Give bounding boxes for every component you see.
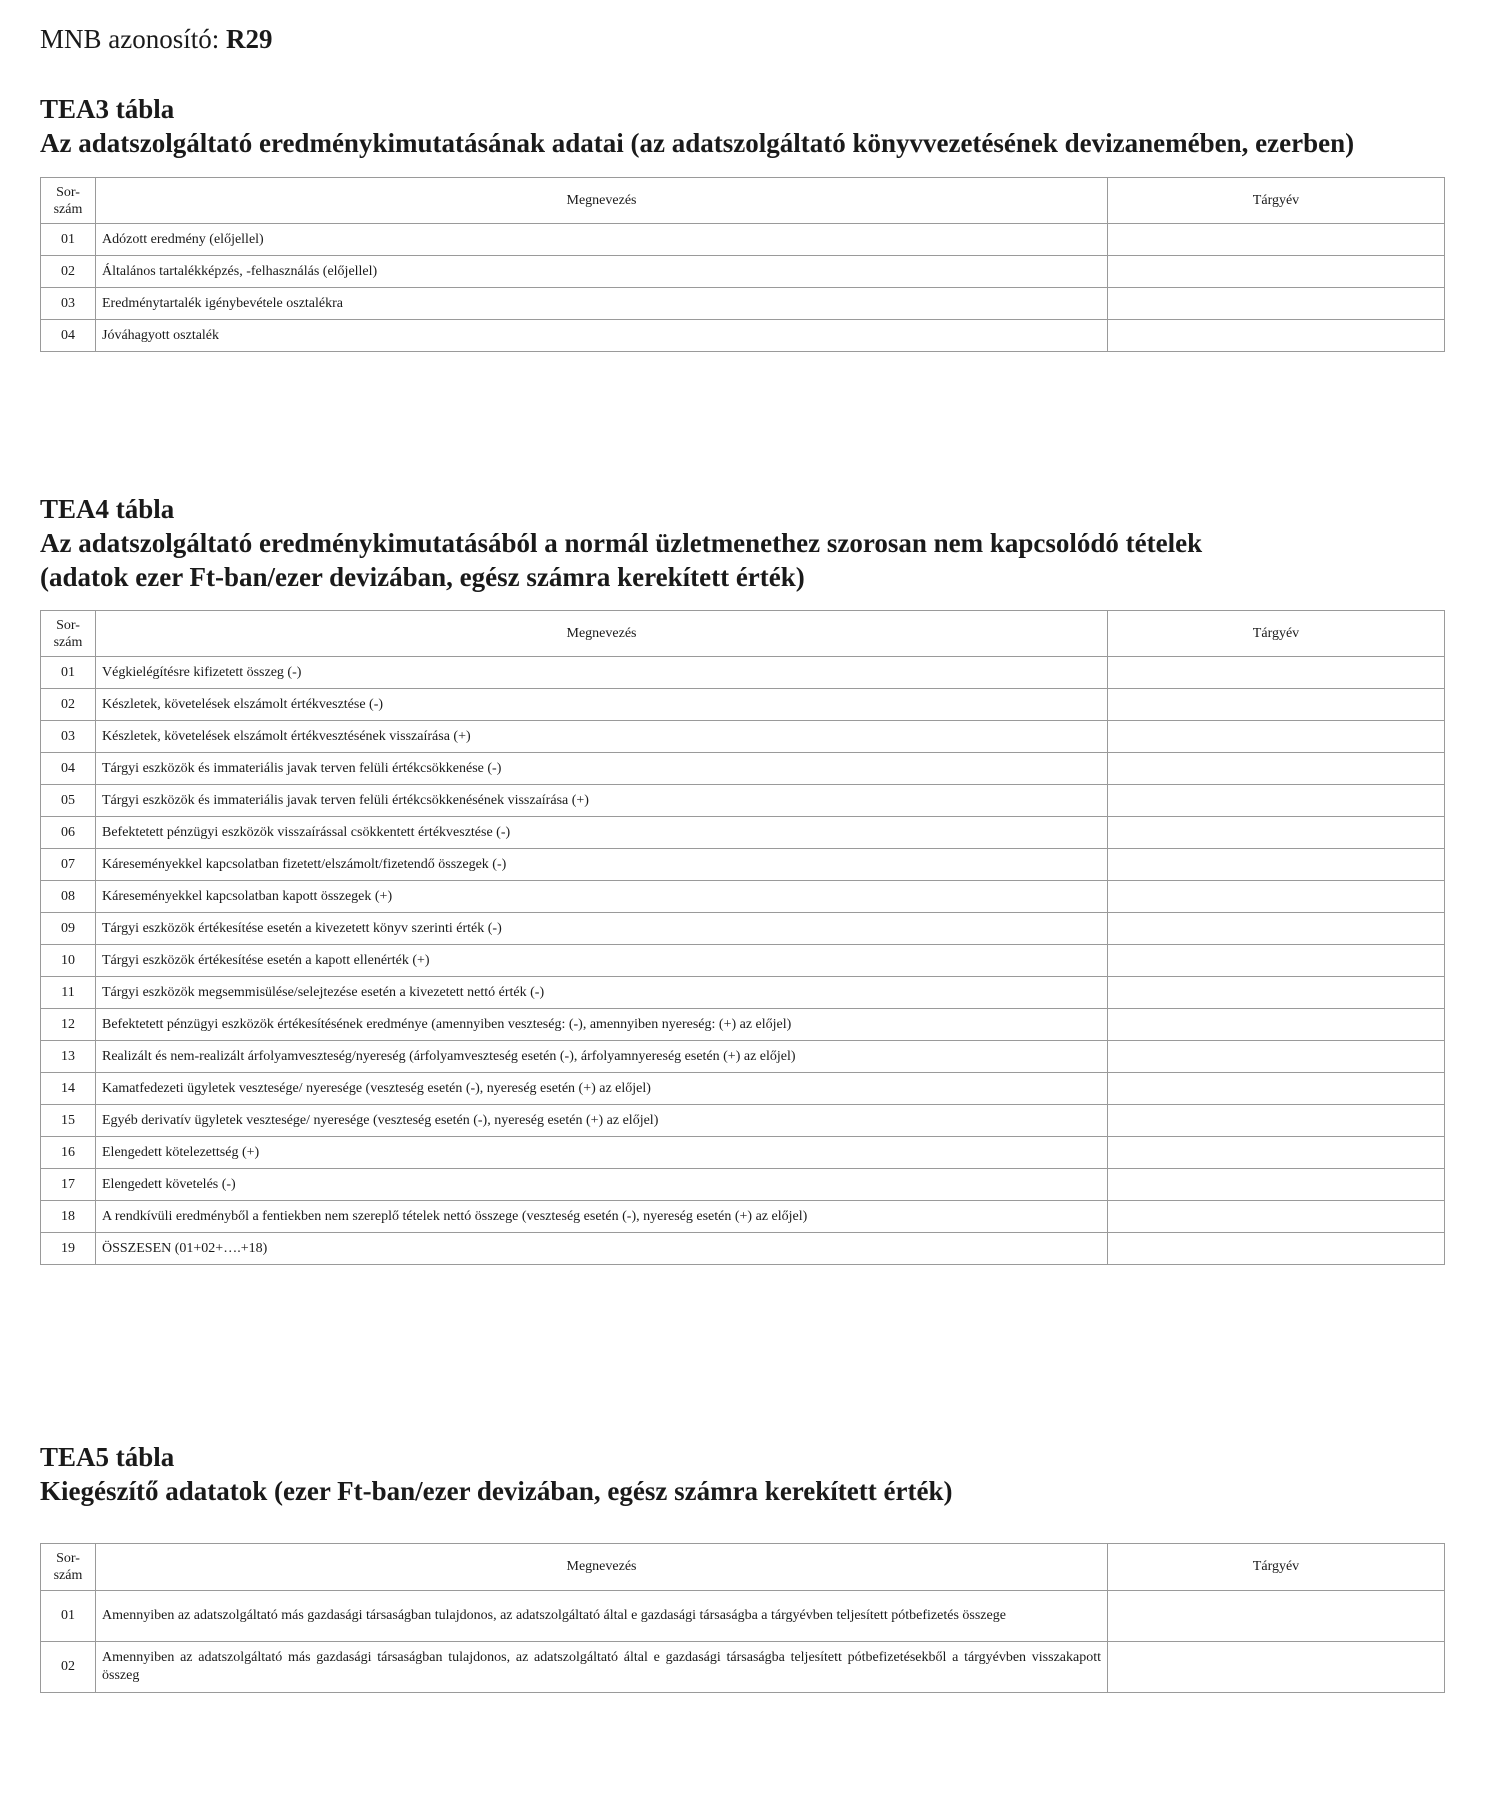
column-header-value: Tárgyév [1108,178,1445,224]
table-header-row [41,1544,1445,1591]
value-input-cell[interactable] [1108,721,1445,753]
tea4-body [41,657,1445,1265]
tea3-subtitle: Az adatszolgáltató eredménykimutatásának adatai (az adatszolgáltató könyvvezetésének devizanemében, ezerben) [40,128,1355,158]
table-row [41,1105,1445,1137]
value-input-cell[interactable] [1108,849,1445,881]
value-input-cell[interactable] [1108,288,1445,320]
tea5-body [41,1591,1445,1693]
tea4-subtitle-line2: (adatok ezer Ft-ban/ezer devizában, egész számra kerekített érték) [40,562,805,592]
row-description: Tárgyi eszközök és immateriális javak terven felüli értékcsökkenése (-) [96,753,1108,785]
table-row [41,657,1445,689]
value-input-cell[interactable] [1108,945,1445,977]
value-input-cell[interactable] [1108,1105,1445,1137]
tea5-table [40,1543,1445,1693]
row-description: Végkielégítésre kifizetett összeg (-) [96,657,1108,689]
tea4-table [40,610,1445,1265]
row-number: 14 [41,1073,96,1105]
value-input-cell[interactable] [1108,817,1445,849]
table-row [41,1591,1445,1642]
value-input-cell[interactable] [1108,320,1445,352]
mnb-identifier [40,24,273,55]
value-input-cell[interactable] [1108,1591,1445,1642]
row-number: 13 [41,1041,96,1073]
row-description: Tárgyi eszközök megsemmisülése/selejtezése esetén a kivezetett nettó érték (-) [96,977,1108,1009]
value-input-cell[interactable] [1108,977,1445,1009]
value-input-cell[interactable] [1108,1233,1445,1265]
row-description: Elengedett kötelezettség (+) [96,1137,1108,1169]
tea3-body [41,224,1445,352]
row-number: 19 [41,1233,96,1265]
row-number: 08 [41,881,96,913]
column-header-name: Megnevezés [96,611,1108,657]
value-input-cell[interactable] [1108,1201,1445,1233]
row-number: 09 [41,913,96,945]
row-description: Amennyiben az adatszolgáltató más gazdasági társaságban tulajdonos, az adatszolgáltató által e gazdasági társaságba teljesített pótbefizetésekből a tárgyévben visszakapott összeg [96,1642,1108,1693]
table-row [41,224,1445,256]
tea5-heading [40,1440,1445,1508]
row-description: Elengedett követelés (-) [96,1169,1108,1201]
row-number: 06 [41,817,96,849]
row-number: 01 [41,657,96,689]
row-description: Kamatfedezeti ügyletek vesztesége/ nyeresége (veszteség esetén (-), nyereség esetén (+) az előjel) [96,1073,1108,1105]
column-header-name: Megnevezés [96,1544,1108,1591]
mnb-code: R29 [226,24,273,54]
row-description: ÖSSZESEN (01+02+….+18) [96,1233,1108,1265]
tea5-title: TEA5 tábla [40,1442,175,1472]
table-row [41,817,1445,849]
column-header-name: Megnevezés [96,178,1108,224]
table-row [41,1642,1445,1693]
column-header-num: Sor- szám [41,611,96,657]
row-number: 12 [41,1009,96,1041]
row-description: Káreseményekkel kapcsolatban kapott összegek (+) [96,881,1108,913]
row-number: 17 [41,1169,96,1201]
table-row [41,1009,1445,1041]
row-description: A rendkívüli eredményből a fentiekben nem szereplő tételek nettó összege (veszteség esetén (-), nyereség esetén (+) az előjel) [96,1201,1108,1233]
tea5-subtitle: Kiegészítő adatatok (ezer Ft-ban/ezer devizában, egész számra kerekített érték) [40,1476,953,1506]
column-header-num: Sor- szám [41,178,96,224]
column-header-num: Sor- szám [41,1544,96,1591]
table-row [41,320,1445,352]
mnb-label: MNB azonosító: [40,24,226,54]
row-description: Egyéb derivatív ügyletek vesztesége/ nyeresége (veszteség esetén (-), nyereség esetén (+) az előjel) [96,1105,1108,1137]
table-row [41,1041,1445,1073]
row-number: 10 [41,945,96,977]
row-number: 04 [41,320,96,352]
row-description: Jóváhagyott osztalék [96,320,1108,352]
row-description: Készletek, követelések elszámolt értékvesztése (-) [96,689,1108,721]
table-row [41,1201,1445,1233]
value-input-cell[interactable] [1108,689,1445,721]
value-input-cell[interactable] [1108,881,1445,913]
value-input-cell[interactable] [1108,1009,1445,1041]
tea4-subtitle-line1: Az adatszolgáltató eredménykimutatásából a normál üzletmenethez szorosan nem kapcsolódó tételek [40,528,1203,558]
row-description: Eredménytartalék igénybevétele osztalékra [96,288,1108,320]
row-description: Készletek, követelések elszámolt értékvesztésének visszaírása (+) [96,721,1108,753]
tea3-table [40,177,1445,352]
tea4-title: TEA4 tábla [40,494,175,524]
table-row [41,785,1445,817]
row-description: Tárgyi eszközök értékesítése esetén a kapott ellenérték (+) [96,945,1108,977]
row-number: 16 [41,1137,96,1169]
value-input-cell[interactable] [1108,1169,1445,1201]
row-number: 07 [41,849,96,881]
row-description: Káreseményekkel kapcsolatban fizetett/elszámolt/fizetendő összegek (-) [96,849,1108,881]
row-description: Befektetett pénzügyi eszközök visszaírással csökkentett értékvesztése (-) [96,817,1108,849]
value-input-cell[interactable] [1108,1137,1445,1169]
row-number: 15 [41,1105,96,1137]
column-header-value: Tárgyév [1108,1544,1445,1591]
table-row [41,1233,1445,1265]
row-number: 05 [41,785,96,817]
value-input-cell[interactable] [1108,224,1445,256]
table-header-row [41,178,1445,224]
row-number: 03 [41,288,96,320]
value-input-cell[interactable] [1108,785,1445,817]
row-description: Tárgyi eszközök értékesítése esetén a kivezetett könyv szerinti érték (-) [96,913,1108,945]
table-row [41,288,1445,320]
row-number: 18 [41,1201,96,1233]
row-number: 02 [41,256,96,288]
row-description: Realizált és nem-realizált árfolyamveszteség/nyereség (árfolyamveszteség esetén (-), árfolyamnyereség esetén (+) az előjel) [96,1041,1108,1073]
row-description: Befektetett pénzügyi eszközök értékesítésének eredménye (amennyiben veszteség: (-), amennyiben nyereség: (+) az előjel) [96,1009,1108,1041]
tea3-heading [40,92,1445,160]
row-description: Amennyiben az adatszolgáltató más gazdasági társaságban tulajdonos, az adatszolgáltató által e gazdasági társaságba a tárgyévben teljesített pótbefizetés összege [96,1591,1108,1642]
table-row [41,1137,1445,1169]
row-number: 01 [41,1591,96,1642]
table-row [41,881,1445,913]
table-row [41,1169,1445,1201]
row-number: 03 [41,721,96,753]
row-description: Tárgyi eszközök és immateriális javak terven felüli értékcsökkenésének visszaírása (+) [96,785,1108,817]
table-row [41,1073,1445,1105]
value-input-cell[interactable] [1108,753,1445,785]
table-row [41,256,1445,288]
value-input-cell[interactable] [1108,1642,1445,1693]
table-row [41,721,1445,753]
value-input-cell[interactable] [1108,1041,1445,1073]
row-number: 04 [41,753,96,785]
tea3-title: TEA3 tábla [40,94,175,124]
table-row [41,945,1445,977]
tea4-heading [40,492,1445,594]
value-input-cell[interactable] [1108,913,1445,945]
column-header-value: Tárgyév [1108,611,1445,657]
row-description: Adózott eredmény (előjellel) [96,224,1108,256]
value-input-cell[interactable] [1108,657,1445,689]
table-row [41,977,1445,1009]
row-number: 02 [41,689,96,721]
value-input-cell[interactable] [1108,256,1445,288]
row-number: 02 [41,1642,96,1693]
row-number: 11 [41,977,96,1009]
row-number: 01 [41,224,96,256]
table-header-row [41,611,1445,657]
table-row [41,849,1445,881]
table-row [41,753,1445,785]
value-input-cell[interactable] [1108,1073,1445,1105]
row-description: Általános tartalékképzés, -felhasználás (előjellel) [96,256,1108,288]
table-row [41,913,1445,945]
table-row [41,689,1445,721]
